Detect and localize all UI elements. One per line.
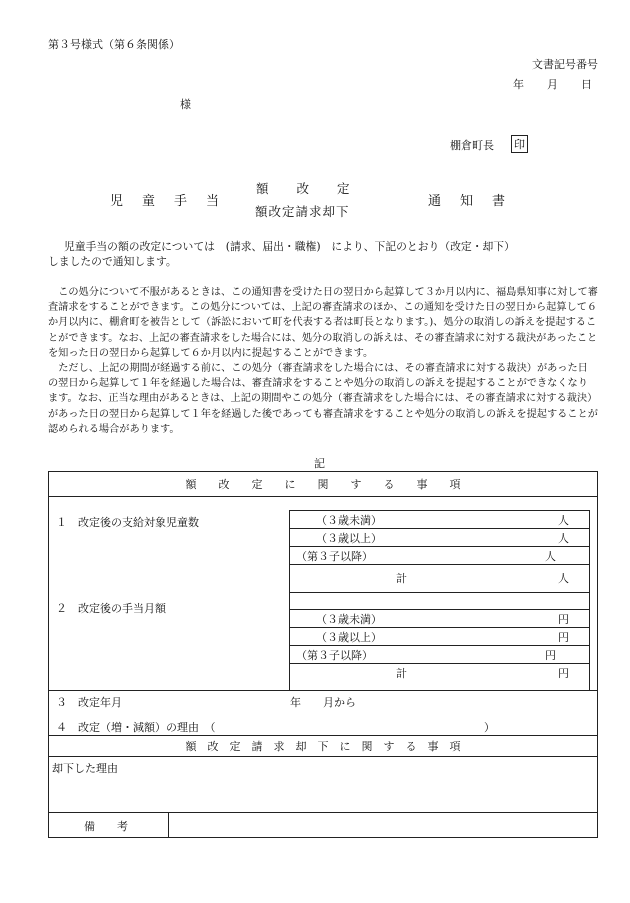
intro-line-1: 児童手当の額の改定については (請求、届出・職権) により、下記のとおり（改定・却下）: [64, 240, 515, 253]
title-left: 児 童 手 当: [110, 194, 223, 209]
remarks-label: 備 考: [84, 820, 128, 833]
appeal-notice-paragraph-2: ただし、上記の期間が経過する前に、この処分（審査請求をした場合には、その審査請求に対する裁決）があった日の翌日から起算して１年を経過した場合は、審査請求をすることや処分の取消しの訴えを提起することができなくなります。なお、正当な理由があるときは、上記の期間やこの処分（審査請求をした場合には、その審査請求に対する裁決）があった日の翌日から起算して１年を経過した後であっても審査請求をすることや処分の取消しの訴えを提起することが認められる場合があります。: [48, 363, 598, 435]
children-row-label: （第３子以降）: [296, 549, 373, 563]
item-child-count: １ 改定後の支給対象児童数: [56, 516, 199, 529]
title-right: 通 知 書: [428, 194, 509, 209]
children-total-label: 計: [396, 572, 407, 585]
amount-row-unit: 円: [545, 648, 556, 662]
appeal-notice-paragraph-1: この処分について不服があるときは、この通知書を受けた日の翌日から起算して３か月以内に、福島県知事に対して審査請求をすることができます。この処分については、上記の審査請求のほか、この通知を受けた日の翌日から起算して６か月以内に、棚倉町を被告として（訴訟において町を代表する者は町長となります。)、処分の取消しの訴えを提起することができます。なお、上記の審査請求をした場合には、処分の取消しの訴えは、その審査請求に対する裁決があったことを知った日の翌日から起算して６か月以内に提起することができます。: [48, 287, 598, 359]
amount-row-label: （３歳未満）: [316, 612, 382, 626]
ki-marker: 記: [314, 457, 325, 470]
item-revision-month: ３ 改定年月: [56, 696, 122, 709]
seal-mark: 印: [511, 135, 528, 153]
amount-total-unit: 円: [558, 666, 569, 680]
addressee-suffix: 様: [180, 98, 191, 111]
amount-row-unit: 円: [558, 612, 569, 626]
amount-row-label: （３歳以上）: [316, 630, 382, 644]
title-mid-bottom: 額改定請求却下: [255, 204, 350, 219]
amount-row-label: （第３子以降）: [296, 648, 373, 662]
rejection-reason-label: 却下した理由: [52, 762, 118, 775]
children-row-unit: 人: [558, 513, 569, 527]
document-number-label: 文書記号番号: [532, 58, 598, 71]
appeal-notice: [48, 285, 598, 437]
date-line: 年 月 日: [513, 78, 598, 91]
children-row-label: （３歳以上）: [316, 531, 382, 545]
item-monthly-amount: ２ 改定後の手当月額: [56, 602, 166, 615]
children-row-label: （３歳未満）: [316, 513, 382, 527]
amount-row-unit: 円: [558, 630, 569, 644]
revision-reason-close: ）: [484, 721, 495, 734]
title-mid-top: 額 改 定: [256, 181, 351, 196]
item-revision-reason: ４ 改定（増・減額）の理由 （: [56, 721, 216, 734]
form-label: 第３号様式（第６条関係）: [48, 38, 180, 51]
section-amount-change-header: 額 改 定 に 関 す る 事 項: [185, 478, 461, 491]
issuer-name: 棚倉町長: [450, 139, 494, 152]
children-total-unit: 人: [558, 572, 569, 585]
children-row-unit: 人: [545, 549, 556, 563]
amount-total-label: 計: [396, 666, 407, 680]
revision-month-value: 年 月から: [290, 696, 356, 709]
children-row-unit: 人: [558, 531, 569, 545]
intro-line-2: しましたので通知します。: [48, 255, 177, 268]
section-rejection-header: 額 改 定 請 求 却 下 に 関 す る 事 項: [185, 739, 461, 753]
